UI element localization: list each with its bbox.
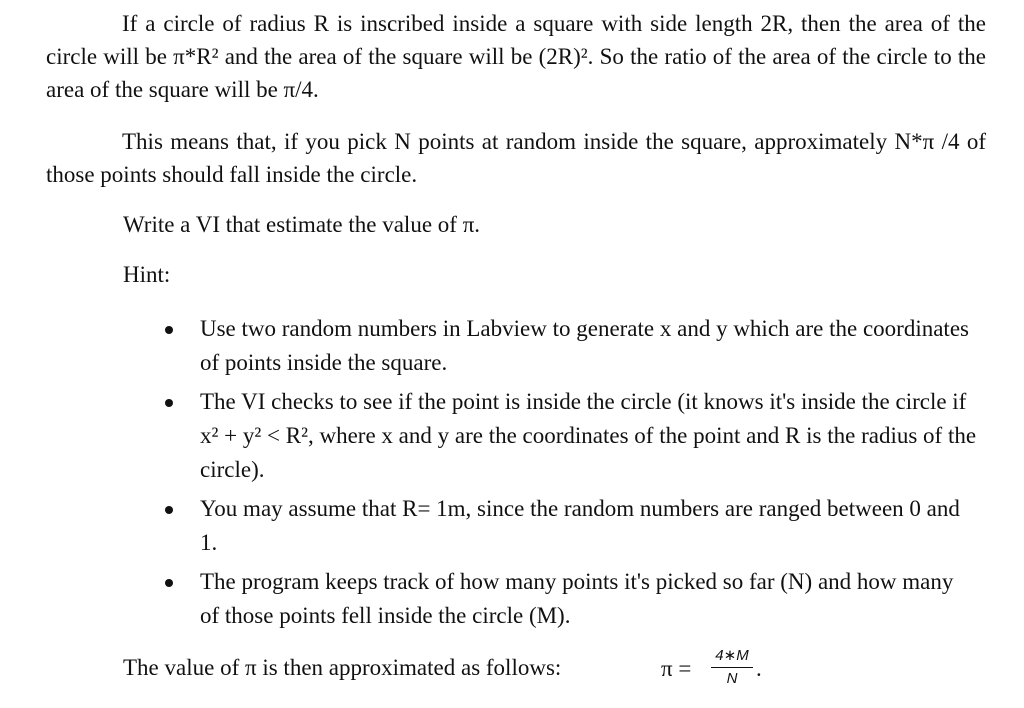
hint-item-text: The VI checks to see if the point is inside the circle (it knows it's inside the circle if x² + y² < R², where x and y are the coordinates of the point and R is the radius of the circle). — [200, 389, 977, 482]
conclusion-text: The value of π is then approximated as follows: — [123, 655, 562, 680]
formula-lhs: π = — [661, 656, 692, 681]
formula-numerator: 4∗M — [715, 647, 749, 664]
bullet-icon — [165, 326, 173, 334]
hint-item-text: The program keeps track of how many points it's picked so far (N) and how many of those points fell inside the circle (M). — [200, 569, 954, 628]
hint-item-radius — [158, 492, 978, 560]
hint-item-text: Use two random numbers in Labview to generate x and y which are the coordinates of points inside the square. — [200, 316, 969, 375]
hint-label: Hint: — [123, 262, 171, 287]
hint-item-text: You may assume that R= 1m, since the random numbers are ranged between 0 and 1. — [200, 496, 960, 555]
paragraph-random-points: This means that, if you pick N points at random inside the square, approximately N*π /4 of those points should fall inside the circle. — [46, 129, 986, 187]
formula-fraction — [709, 647, 755, 691]
formula-period: . — [756, 656, 762, 681]
formula-denominator: N — [726, 670, 738, 687]
fraction-bar — [711, 667, 753, 668]
task-statement: Write a VI that estimate the value of π. — [123, 212, 481, 237]
hint-item-circle-check — [158, 385, 978, 487]
conclusion-row — [123, 647, 823, 691]
paragraph-area-ratio: If a circle of radius R is inscribed inside a square with side length 2R, then the area of the circle will be π*R² and the area of the square will be (2R)². So the ratio of the area of the circle to the area of the square will be π/4. — [46, 11, 986, 102]
hint-item-random-numbers — [158, 312, 978, 380]
bullet-icon — [165, 399, 173, 407]
hint-list — [158, 312, 978, 638]
bullet-icon — [165, 506, 173, 514]
bullet-icon — [165, 579, 173, 587]
hint-item-counters — [158, 565, 978, 633]
